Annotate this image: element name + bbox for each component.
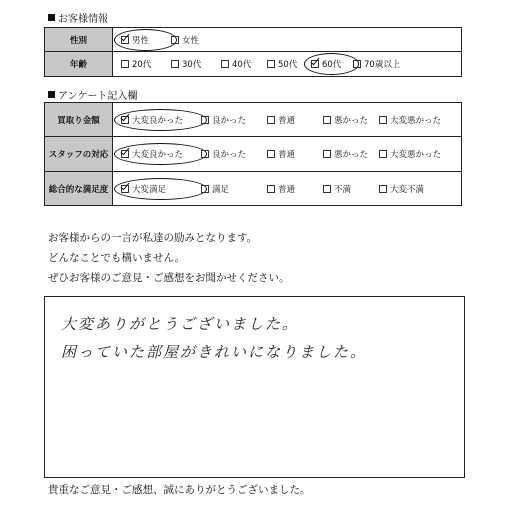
checkbox-checked-icon[interactable] xyxy=(121,116,129,124)
customer-info-title: お客様情報 xyxy=(58,14,108,25)
checkbox-icon[interactable] xyxy=(267,60,275,68)
thank-you-footer: 貴重なご意見・ご感想、誠にありがとうございました。 xyxy=(48,484,311,496)
checkbox-icon[interactable] xyxy=(379,150,387,158)
customer-info-table xyxy=(44,27,462,77)
checkbox-icon[interactable] xyxy=(323,150,331,158)
age-row xyxy=(45,52,462,77)
checkbox-icon[interactable] xyxy=(323,116,331,124)
customer-info-heading xyxy=(48,10,108,25)
option-20s[interactable]: 20代 xyxy=(121,58,171,70)
request-message xyxy=(48,228,290,288)
option-40s[interactable]: 40代 xyxy=(221,58,267,70)
survey-row-staff xyxy=(45,137,462,172)
checkbox-icon[interactable] xyxy=(171,36,179,44)
message-line-2: どんなことでも構いません。 xyxy=(48,252,186,264)
checkbox-icon[interactable] xyxy=(201,150,209,158)
checkbox-checked-icon[interactable] xyxy=(121,36,129,44)
survey-row-satisfaction xyxy=(45,172,462,206)
message-line-3: ぜひお客様のご意見・ご感想をお聞かせください。 xyxy=(48,272,290,284)
checkbox-checked-icon[interactable] xyxy=(121,185,129,193)
checkbox-icon[interactable] xyxy=(221,60,229,68)
option-very-dissatisfied[interactable]: 大変不満 xyxy=(379,183,449,195)
option-price-very-good[interactable]: 大変良かった xyxy=(121,114,201,126)
gender-row xyxy=(45,28,462,52)
checkbox-icon[interactable] xyxy=(121,60,129,68)
comment-box[interactable] xyxy=(44,296,465,478)
satisfaction-label: 総合的な満足度 xyxy=(45,172,113,206)
option-50s[interactable]: 50代 xyxy=(267,58,311,70)
option-staff-very-bad[interactable]: 大変悪かった xyxy=(379,148,449,160)
checkbox-icon[interactable] xyxy=(171,60,179,68)
option-70-plus[interactable]: 70歳以上 xyxy=(353,58,413,70)
survey-table xyxy=(44,102,462,206)
option-price-good[interactable]: 良かった xyxy=(201,114,267,126)
option-staff-normal[interactable]: 普通 xyxy=(267,148,323,160)
checkbox-icon[interactable] xyxy=(201,116,209,124)
option-staff-very-good[interactable]: 大変良かった xyxy=(121,148,201,160)
option-staff-bad[interactable]: 悪かった xyxy=(323,148,379,160)
checkbox-icon[interactable] xyxy=(323,185,331,193)
option-satisfied[interactable]: 満足 xyxy=(201,183,267,195)
square-bullet-icon xyxy=(48,14,55,21)
staff-label: スタッフの対応 xyxy=(45,137,113,172)
option-staff-good[interactable]: 良かった xyxy=(201,148,267,160)
handwritten-comment-line-2: 困っていた部屋がきれいになりました。 xyxy=(61,343,368,361)
option-dissatisfied[interactable]: 不満 xyxy=(323,183,379,195)
checkbox-icon[interactable] xyxy=(379,116,387,124)
option-female[interactable]: 女性 xyxy=(171,34,221,46)
age-label: 年齢 xyxy=(45,52,113,77)
option-price-normal[interactable]: 普通 xyxy=(267,114,323,126)
checkbox-icon[interactable] xyxy=(267,116,275,124)
square-bullet-icon xyxy=(48,91,55,98)
checkbox-icon[interactable] xyxy=(353,60,361,68)
message-line-1: お客様からの一言が私達の励みとなります。 xyxy=(48,232,258,244)
checkbox-icon[interactable] xyxy=(267,150,275,158)
checkbox-checked-icon[interactable] xyxy=(121,150,129,158)
survey-heading xyxy=(48,87,137,102)
checkbox-checked-icon[interactable] xyxy=(311,60,319,68)
option-very-satisfied[interactable]: 大変満足 xyxy=(121,183,201,195)
checkbox-icon[interactable] xyxy=(267,185,275,193)
checkbox-icon[interactable] xyxy=(201,185,209,193)
option-price-very-bad[interactable]: 大変悪かった xyxy=(379,114,449,126)
survey-title: アンケート記入欄 xyxy=(58,91,138,102)
survey-row-price xyxy=(45,103,462,137)
option-30s[interactable]: 30代 xyxy=(171,58,221,70)
option-male[interactable]: 男性 xyxy=(121,34,171,46)
gender-label: 性別 xyxy=(45,28,113,52)
handwritten-comment-line-1: 大変ありがとうございました。 xyxy=(61,315,300,333)
price-label: 買取り金額 xyxy=(45,103,113,137)
checkbox-icon[interactable] xyxy=(379,185,387,193)
option-60s[interactable]: 60代 xyxy=(311,58,353,70)
option-price-bad[interactable]: 悪かった xyxy=(323,114,379,126)
option-satisfaction-normal[interactable]: 普通 xyxy=(267,183,323,195)
